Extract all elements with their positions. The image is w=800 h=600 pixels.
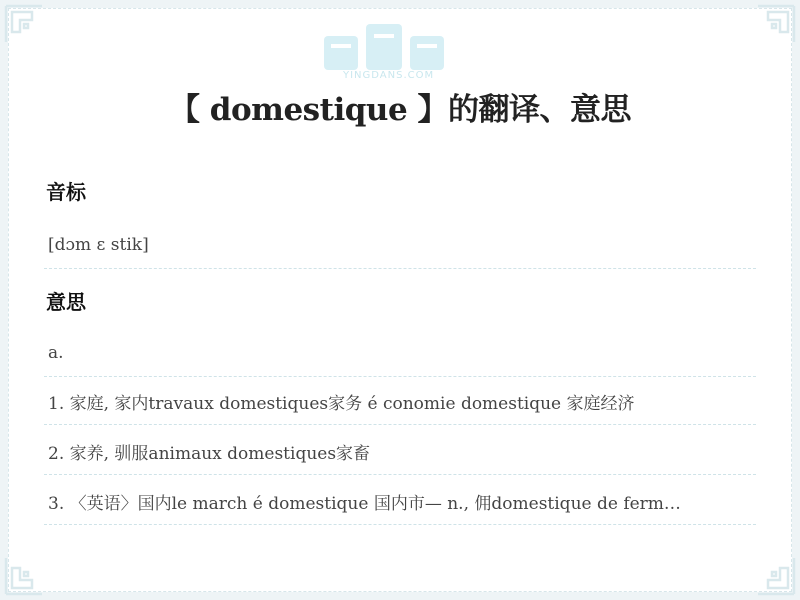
corner-ornament-icon	[2, 2, 48, 48]
definition-row	[44, 378, 756, 425]
watermark-text: YINGDANS.COM	[343, 70, 435, 81]
phonetic-value	[44, 222, 756, 269]
corner-ornament-icon	[752, 552, 798, 598]
phonetic-heading: 音标	[46, 180, 86, 204]
part-of-speech: a.	[48, 343, 64, 363]
definition-text: 2. 家养, 驯服animaux domestiques家畜	[48, 443, 371, 464]
corner-ornament-icon	[752, 2, 798, 48]
meaning-heading: 意思	[46, 290, 86, 314]
definition-row	[44, 478, 756, 525]
part-of-speech-row	[44, 330, 756, 377]
phonetic-text: [dɔm ɛ stik]	[48, 235, 149, 255]
definition-text: 1. 家庭, 家内travaux domestiques家务 é conomie domestique 家庭经济	[48, 393, 635, 414]
corner-ornament-icon	[2, 552, 48, 598]
page-title: 【 domestique 】的翻译、意思	[169, 92, 631, 128]
definition-text: 3. 〈英语〉国内le march é domestique 国内市— n., 佣domestique de ferm…	[48, 493, 681, 514]
definition-row	[44, 428, 756, 475]
